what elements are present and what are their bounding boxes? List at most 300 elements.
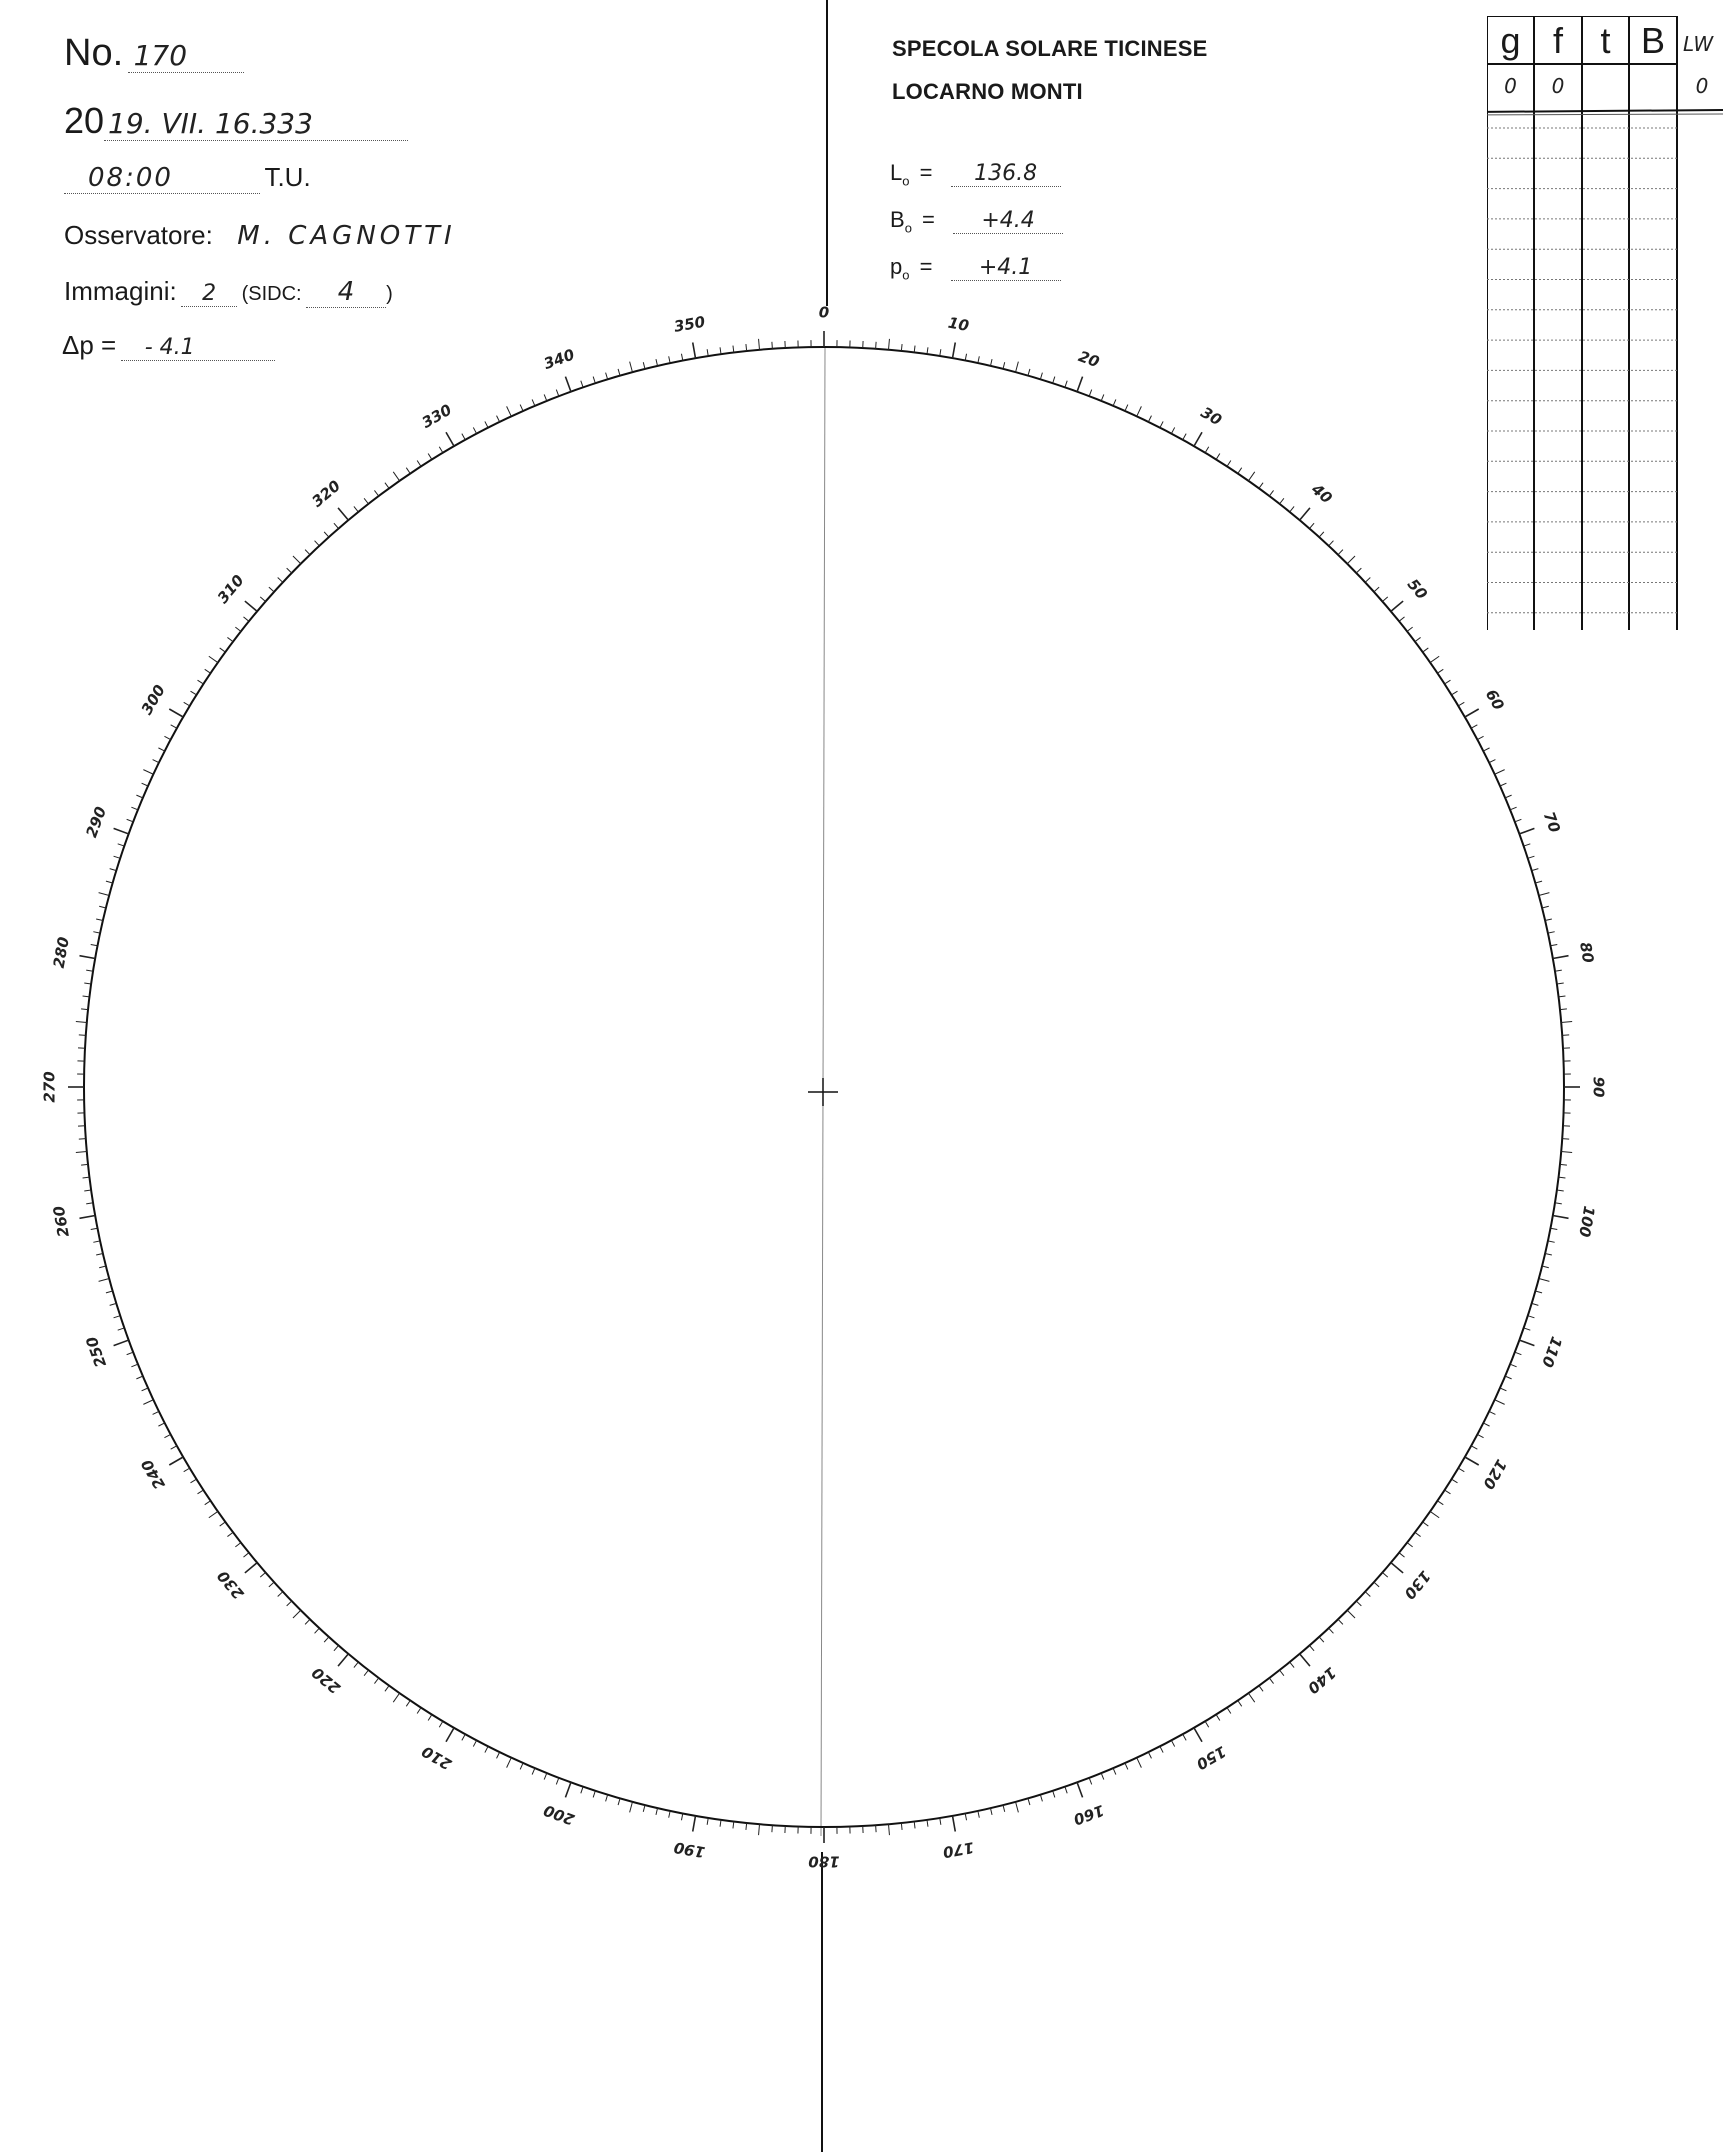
degree-tick: [1077, 377, 1082, 392]
degree-tick: [965, 1813, 966, 1820]
degree-tick: [693, 342, 696, 358]
degree-tick: [293, 556, 301, 564]
degree-tick: [324, 1637, 329, 1642]
degree-tick: [1205, 1721, 1209, 1727]
degree-tick: [406, 1700, 410, 1706]
degree-tick: [1300, 1654, 1310, 1666]
degree-tick: [84, 983, 91, 984]
ephemeris-b0: $B_o = +4.4$: [890, 207, 1063, 235]
degree-tick: [1382, 597, 1387, 602]
degree-tick: [220, 648, 226, 652]
degree-tick: [1560, 1009, 1567, 1010]
b0-value: +4.4: [953, 208, 1063, 234]
degree-tick: [417, 461, 421, 467]
degree-tick: [707, 349, 708, 356]
degree-tick: [681, 1813, 682, 1820]
degree-tick: [1040, 373, 1042, 380]
observatory-location: LOCARNO MONTI: [892, 79, 1083, 104]
degree-tick: [1137, 406, 1142, 416]
degree-tick: [618, 369, 620, 376]
degree-tick: [393, 1693, 399, 1702]
degree-tick: [1205, 447, 1209, 453]
degree-tick: [393, 472, 399, 481]
degree-tick: [220, 1522, 226, 1526]
degree-tick: [99, 906, 106, 908]
degree-tick: [354, 1662, 358, 1667]
degree-tick: [1524, 1328, 1531, 1330]
degree-tick: [520, 1763, 523, 1769]
degree-label: 310: [213, 571, 248, 607]
degree-tick: [1347, 556, 1355, 564]
degree-label: 220: [308, 1663, 344, 1698]
degree-tick: [374, 490, 378, 496]
degree-tick: [99, 1279, 110, 1282]
degree-tick: [1500, 783, 1506, 786]
degree-tick: [106, 881, 113, 883]
degree-tick: [1560, 1164, 1567, 1165]
degree-tick: [1445, 1490, 1451, 1494]
degree-tick: [1510, 807, 1516, 810]
degree-tick: [1558, 1177, 1565, 1178]
degree-tick: [76, 1151, 87, 1152]
degree-tick: [1555, 970, 1562, 971]
degree-tick: [417, 1708, 421, 1714]
degree-tick: [81, 1009, 88, 1010]
degree-tick: [96, 1253, 103, 1255]
observer-label: Osservatore:: [64, 220, 213, 250]
degree-tick: [439, 1721, 443, 1727]
degree-tick: [86, 970, 93, 971]
number-value: 170: [128, 39, 244, 73]
degree-tick: [86, 1203, 93, 1204]
degree-tick: [1423, 1522, 1429, 1526]
degree-tick: [106, 1291, 113, 1293]
degree-tick: [439, 447, 443, 453]
degree-label: 80: [1576, 940, 1598, 965]
degree-tick: [1113, 1768, 1116, 1774]
degree-tick: [693, 1816, 696, 1832]
degree-tick: [1545, 1253, 1552, 1255]
degree-tick: [532, 1768, 535, 1774]
col-header-lw: LW: [1683, 32, 1714, 56]
degree-tick: [1495, 770, 1505, 775]
degree-tick: [143, 770, 153, 775]
degree-tick: [1269, 490, 1273, 496]
degree-tick: [287, 568, 292, 573]
degree-tick: [1437, 1501, 1443, 1505]
degree-tick: [606, 1795, 608, 1802]
degree-tick: [1194, 1728, 1202, 1742]
degree-tick: [198, 1490, 204, 1494]
degree-label: 190: [672, 1838, 707, 1862]
degree-tick: [1280, 498, 1284, 504]
degree-tick: [1477, 1434, 1483, 1437]
degree-tick: [1148, 1752, 1151, 1758]
degree-tick: [278, 1592, 283, 1597]
degree-tick: [927, 1820, 928, 1827]
degree-tick: [630, 362, 633, 373]
degree-tick: [1016, 362, 1019, 373]
degree-label: 90: [1589, 1076, 1608, 1098]
degree-tick: [1227, 461, 1231, 467]
degree-tick: [1016, 1802, 1019, 1813]
degree-tick: [1452, 691, 1458, 695]
degree-tick: [235, 627, 241, 631]
degree-tick: [1505, 1376, 1511, 1379]
degree-tick: [1539, 893, 1550, 896]
sidc-close: ): [386, 283, 393, 305]
delta-p-value: - 4.1: [121, 335, 275, 361]
degree-tick: [618, 1798, 620, 1805]
degree-tick: [324, 532, 329, 537]
degree-tick: [1495, 1400, 1505, 1405]
degree-tick: [1329, 541, 1334, 546]
degree-tick: [83, 1177, 90, 1178]
degree-tick: [260, 1572, 265, 1577]
degree-label: 0: [818, 303, 830, 322]
degree-tick: [1374, 1582, 1379, 1587]
degree-tick: [1160, 1746, 1163, 1752]
degree-tick: [1365, 1592, 1370, 1597]
degree-tick: [473, 427, 476, 433]
degree-tick: [143, 1400, 153, 1405]
degree-tick: [169, 1457, 183, 1465]
degree-tick: [136, 1376, 142, 1379]
degree-tick: [1319, 532, 1324, 537]
degree-tick: [1532, 869, 1539, 871]
degree-tick: [746, 1823, 747, 1830]
degree-tick: [990, 359, 992, 366]
degree-tick: [1471, 725, 1477, 728]
degree-tick: [198, 680, 204, 684]
degree-tick: [656, 359, 658, 366]
degree-tick: [1535, 1291, 1542, 1293]
degree-tick: [158, 748, 164, 751]
degree-tick: [593, 377, 595, 384]
degree-tick: [227, 637, 233, 641]
degree-tick: [315, 541, 320, 546]
degree-tick: [287, 1601, 292, 1606]
degree-tick: [1089, 1778, 1092, 1785]
degree-tick: [1382, 1572, 1387, 1577]
degree-tick: [293, 1610, 301, 1618]
degree-tick: [1238, 1700, 1242, 1706]
degree-tick: [507, 1758, 512, 1768]
degree-tick: [1329, 1628, 1334, 1633]
degree-tick: [446, 432, 454, 446]
degree-label: 160: [1071, 1800, 1107, 1829]
degree-tick: [131, 1364, 137, 1367]
degree-tick: [158, 1423, 164, 1426]
images-label: Immagini:: [64, 276, 177, 306]
degree-tick: [79, 956, 95, 959]
degree-label: 280: [49, 935, 73, 970]
degree-tick: [643, 362, 645, 369]
degree-tick: [364, 1670, 368, 1676]
degree-tick: [1391, 1563, 1403, 1573]
degree-tick: [446, 1728, 454, 1742]
degree-tick: [153, 760, 159, 763]
degree-tick: [243, 617, 248, 621]
degree-tick: [593, 1791, 595, 1798]
degree-tick: [1477, 736, 1483, 739]
degree-tick: [205, 1501, 211, 1505]
degree-tick: [565, 377, 570, 392]
degree-tick: [142, 783, 148, 786]
degree-tick: [1101, 394, 1104, 400]
degree-tick: [1535, 881, 1542, 883]
degree-tick: [1561, 1022, 1572, 1023]
degree-tick: [581, 1787, 583, 1794]
col-header-g: g: [1500, 20, 1521, 61]
degree-tick: [1101, 1773, 1104, 1779]
degree-label: 230: [213, 1567, 248, 1603]
degree-tick: [1528, 1316, 1535, 1318]
degree-tick: [497, 416, 500, 422]
degree-tick: [99, 1266, 106, 1268]
degree-tick: [1113, 399, 1116, 405]
degree-tick: [1550, 944, 1557, 945]
degree-tick: [733, 346, 734, 353]
degree-tick: [227, 1532, 233, 1536]
degree-tick: [385, 483, 389, 489]
degree-tick: [79, 1215, 95, 1218]
degree-tick: [720, 1820, 721, 1827]
degree-tick: [556, 1778, 559, 1785]
degree-tick: [1545, 919, 1552, 921]
degree-label: 50: [1403, 575, 1431, 603]
date-value: 19. VII. 16.333: [104, 107, 408, 141]
degree-tick: [305, 1619, 310, 1624]
degree-tick: [93, 1241, 100, 1242]
degree-tick: [1557, 983, 1564, 984]
degree-tick: [1065, 381, 1067, 388]
degree-tick: [164, 1434, 170, 1437]
degree-tick: [1227, 1708, 1231, 1714]
degree-tick: [1319, 1637, 1324, 1642]
degree-tick: [1053, 1791, 1055, 1798]
degree-tick: [1160, 421, 1163, 427]
degree-tick: [1356, 568, 1361, 573]
degree-tick: [118, 1328, 125, 1330]
images-value: 2: [181, 281, 237, 307]
degree-label: 20: [1076, 347, 1102, 372]
degree-tick: [1374, 587, 1379, 592]
degree-tick: [1259, 483, 1263, 489]
degree-tick: [952, 1816, 955, 1832]
degree-tick: [191, 1479, 197, 1483]
degree-tick: [153, 1411, 159, 1414]
degree-tick: [305, 550, 310, 555]
cell-f-1: 0: [1551, 74, 1565, 98]
l0-label: L: [890, 160, 903, 185]
degree-tick: [245, 601, 257, 611]
degree-tick: [707, 1818, 708, 1825]
degree-tick: [759, 1824, 760, 1835]
degree-tick: [171, 725, 177, 728]
degree-tick: [1338, 1619, 1343, 1624]
degree-tick: [184, 1468, 190, 1472]
degree-tick: [1437, 669, 1443, 673]
degree-tick: [1248, 472, 1254, 481]
degree-tick: [720, 347, 721, 354]
degree-tick: [1465, 1457, 1479, 1465]
degree-tick: [1489, 1411, 1495, 1414]
degree-tick: [110, 1303, 117, 1305]
date-prefix: 20: [64, 100, 105, 141]
degree-tick: [136, 795, 142, 798]
degree-tick: [1399, 1553, 1404, 1557]
degree-tick: [485, 1746, 488, 1752]
degree-tick: [669, 1811, 670, 1818]
degree-label: 340: [541, 345, 577, 374]
degree-tick: [1555, 1203, 1562, 1204]
degree-tick: [1553, 1215, 1569, 1218]
degree-tick: [184, 702, 190, 706]
degree-tick: [746, 344, 747, 351]
degree-tick: [532, 399, 535, 405]
time-value: 08:00: [64, 163, 260, 194]
degree-tick: [978, 1811, 979, 1818]
degree-tick: [669, 356, 670, 363]
degree-tick: [1489, 760, 1495, 763]
degree-tick: [914, 346, 915, 353]
ephemeris-p0: $p_o = +4.1$: [890, 254, 1061, 282]
degree-tick: [1415, 1532, 1421, 1536]
b0-label: B: [890, 207, 905, 232]
degree-tick: [1430, 656, 1439, 662]
degree-tick: [1524, 844, 1531, 846]
degree-tick: [1458, 702, 1464, 706]
degree-tick: [364, 498, 368, 504]
degree-tick: [406, 468, 410, 474]
degree-tick: [1430, 1511, 1439, 1517]
degree-tick: [338, 508, 348, 520]
cell-g-1: 0: [1504, 74, 1517, 98]
degree-tick: [315, 1628, 320, 1633]
degree-tick: [473, 1740, 476, 1746]
degree-tick: [940, 349, 941, 356]
delta-p-label: Δp =: [62, 330, 117, 360]
degree-label: 240: [137, 1456, 169, 1493]
degree-tick: [630, 1802, 633, 1813]
degree-tick: [1528, 856, 1535, 858]
degree-tick: [1137, 1758, 1142, 1768]
degree-label: 60: [1481, 686, 1508, 714]
degree-tick: [385, 1686, 389, 1692]
degree-tick: [1550, 1228, 1557, 1229]
degree-tick: [978, 356, 979, 363]
degree-tick: [1269, 1678, 1273, 1684]
degree-tick: [1309, 1645, 1314, 1650]
degree-tick: [76, 1022, 87, 1023]
degree-tick: [1300, 508, 1310, 520]
degree-tick: [93, 932, 100, 933]
degree-tick: [81, 1164, 88, 1165]
degree-label: 260: [49, 1204, 73, 1239]
degree-tick: [114, 1340, 129, 1345]
degree-tick: [1483, 1423, 1489, 1426]
degree-tick: [681, 354, 682, 361]
degree-tick: [1471, 1446, 1477, 1449]
degree-tick: [245, 1563, 257, 1573]
degree-tick: [656, 1808, 658, 1815]
degree-tick: [888, 339, 889, 350]
degree-tick: [169, 709, 183, 717]
degree-tick: [84, 1190, 91, 1191]
degree-tick: [1458, 1468, 1464, 1472]
degree-tick: [1515, 1352, 1522, 1355]
degree-tick: [1548, 1241, 1555, 1242]
degree-tick: [1216, 454, 1220, 460]
degree-tick: [1171, 427, 1174, 433]
degree-tick: [1558, 996, 1565, 997]
degree-tick: [1548, 932, 1555, 933]
degree-tick: [952, 342, 955, 358]
degree-tick: [354, 506, 358, 511]
degree-tick: [1028, 1798, 1030, 1805]
degree-tick: [1505, 795, 1511, 798]
degree-label: 320: [308, 476, 344, 511]
degree-tick: [269, 587, 274, 592]
degree-tick: [1290, 506, 1294, 511]
degree-tick: [1407, 1543, 1413, 1547]
col-header-f: f: [1552, 20, 1563, 61]
degree-label: 140: [1304, 1663, 1340, 1698]
degree-tick: [1148, 416, 1151, 422]
cell-lw-1: 0: [1695, 74, 1709, 98]
degree-tick: [1065, 1787, 1067, 1794]
degree-tick: [1216, 1715, 1220, 1721]
degree-tick: [927, 347, 928, 354]
degree-tick: [1391, 601, 1403, 611]
degree-tick: [1407, 627, 1413, 631]
observer-value: M. CAGNOTTI: [237, 221, 456, 251]
degree-tick: [497, 1752, 500, 1758]
l0-value: 136.8: [951, 161, 1061, 187]
degree-tick: [164, 736, 170, 739]
degree-tick: [114, 856, 121, 858]
degree-tick: [1347, 1610, 1355, 1618]
degree-tick: [1519, 1340, 1534, 1345]
degree-tick: [1259, 1686, 1263, 1692]
degree-label: 290: [82, 804, 111, 840]
degree-tick: [1194, 432, 1202, 446]
degree-tick: [1365, 578, 1370, 583]
degree-tick: [1553, 956, 1569, 959]
degree-tick: [1183, 1734, 1186, 1740]
degree-tick: [110, 869, 117, 871]
degree-tick: [544, 394, 547, 400]
degree-tick: [990, 1808, 992, 1815]
degree-tick: [1515, 819, 1522, 822]
degree-tick: [1542, 906, 1549, 908]
degree-tick: [556, 390, 559, 397]
degree-tick: [1309, 523, 1314, 528]
degree-tick: [1557, 1190, 1564, 1191]
degree-label: 330: [418, 400, 455, 432]
degree-tick: [374, 1678, 378, 1684]
degree-tick: [462, 1734, 465, 1740]
degree-tick: [581, 381, 583, 388]
degree-label: 180: [808, 1852, 840, 1871]
degree-tick: [1238, 468, 1242, 474]
degree-tick: [338, 1654, 348, 1666]
degree-tick: [1510, 1364, 1516, 1367]
degree-label: 70: [1539, 809, 1564, 835]
degree-tick: [114, 828, 129, 833]
number-label: No.: [64, 32, 124, 74]
